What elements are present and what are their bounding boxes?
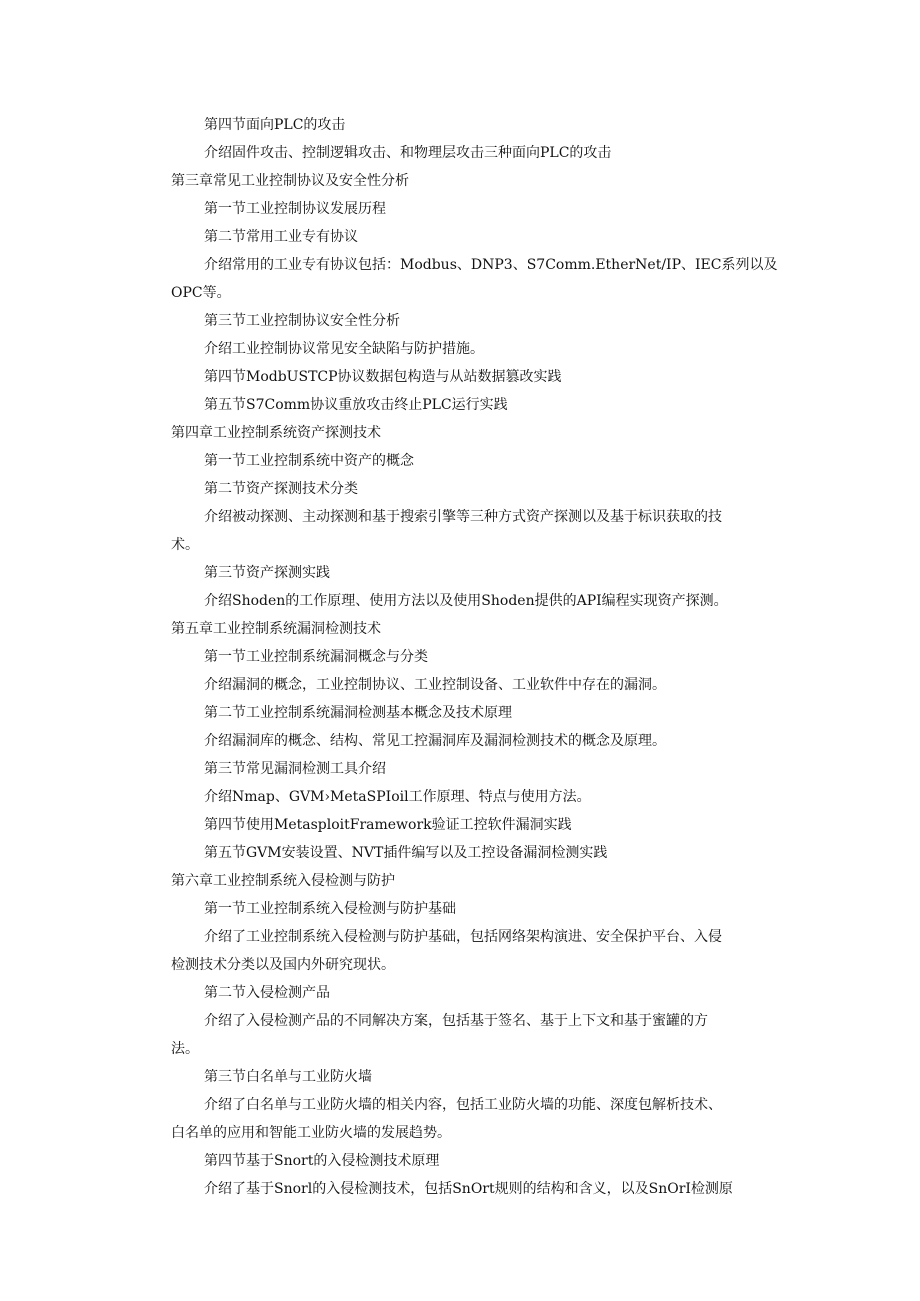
paragraph-continuation: 法。 <box>171 1041 199 1057</box>
section-heading: 第五节GVM安装设置、NVT插件编写以及工控设备漏洞检测实践 <box>204 845 608 861</box>
paragraph: 介绍常用的工业专有协议包括：Modbus、DNP3、S7Comm.EtherNet/IP、IEC系列以及 <box>204 257 778 273</box>
section-heading: 第二节常用工业专有协议 <box>204 229 358 245</box>
chapter-heading: 第五章工业控制系统漏洞检测技术 <box>171 621 381 637</box>
document-body <box>171 111 791 1203</box>
paragraph: 介绍固件攻击、控制逻辑攻击、和物理层攻击三种面向PLC的攻击 <box>204 145 612 161</box>
paragraph-continuation: OPC等。 <box>171 285 231 301</box>
section-heading: 第三节白名单与工业防火墙 <box>204 1069 372 1085</box>
section-heading: 第二节工业控制系统漏洞检测基本概念及技术原理 <box>204 705 512 721</box>
section-heading: 第二节资产探测技术分类 <box>204 481 358 497</box>
paragraph-continuation: 术。 <box>171 537 199 553</box>
paragraph: 介绍工业控制协议常见安全缺陷与防护措施。 <box>204 341 484 357</box>
paragraph: 介绍Shoden的工作原理、使用方法以及使用Shoden提供的API编程实现资产探测。 <box>204 593 728 609</box>
paragraph: 介绍了基于Snorl的入侵检测技术，包括SnOrt规则的结构和含义，以及SnOrI检测原 <box>204 1181 733 1197</box>
section-heading: 第一节工业控制系统漏洞概念与分类 <box>204 649 428 665</box>
paragraph: 介绍了工业控制系统入侵检测与防护基础，包括网络架构演进、安全保护平台、入侵 <box>204 929 722 945</box>
section-heading: 第一节工业控制协议发展历程 <box>204 201 386 217</box>
section-heading: 第三节常见漏洞检测工具介绍 <box>204 761 386 777</box>
section-heading: 第五节S7Comm协议重放攻击终止PLC运行实践 <box>204 397 508 413</box>
section-heading: 第四节使用MetasploitFramework验证工控软件漏洞实践 <box>204 817 572 833</box>
paragraph: 介绍漏洞的概念，工业控制协议、工业控制设备、工业软件中存在的漏洞。 <box>204 677 666 693</box>
paragraph: 介绍被动探测、主动探测和基于搜索引擎等三种方式资产探测以及基于标识获取的技 <box>204 509 722 525</box>
paragraph: 介绍漏洞库的概念、结构、常见工控漏洞库及漏洞检测技术的概念及原理。 <box>204 733 666 749</box>
chapter-heading: 第三章常见工业控制协议及安全性分析 <box>171 173 409 189</box>
paragraph-continuation: 检测技术分类以及国内外研究现状。 <box>171 957 395 973</box>
section-heading: 第三节工业控制协议安全性分析 <box>204 313 400 329</box>
chapter-heading: 第六章工业控制系统入侵检测与防护 <box>171 873 395 889</box>
section-heading: 第四节基于Snort的入侵检测技术原理 <box>204 1153 440 1169</box>
section-heading: 第四节面向PLC的攻击 <box>204 117 346 133</box>
section-heading: 第三节资产探测实践 <box>204 565 330 581</box>
section-heading: 第一节工业控制系统入侵检测与防护基础 <box>204 901 456 917</box>
section-heading: 第四节ModbUSTCP协议数据包构造与从站数据篡改实践 <box>204 369 562 385</box>
section-heading: 第一节工业控制系统中资产的概念 <box>204 453 414 469</box>
paragraph: 介绍Nmap、GVM›MetaSPIoil工作原理、特点与使用方法。 <box>204 789 591 805</box>
paragraph-continuation: 白名单的应用和智能工业防火墙的发展趋势。 <box>171 1125 451 1141</box>
paragraph: 介绍了入侵检测产品的不同解决方案，包括基于签名、基于上下文和基于蜜罐的方 <box>204 1013 708 1029</box>
chapter-heading: 第四章工业控制系统资产探测技术 <box>171 425 381 441</box>
paragraph: 介绍了白名单与工业防火墙的相关内容，包括工业防火墙的功能、深度包解析技术、 <box>204 1097 722 1113</box>
section-heading: 第二节入侵检测产品 <box>204 985 330 1001</box>
